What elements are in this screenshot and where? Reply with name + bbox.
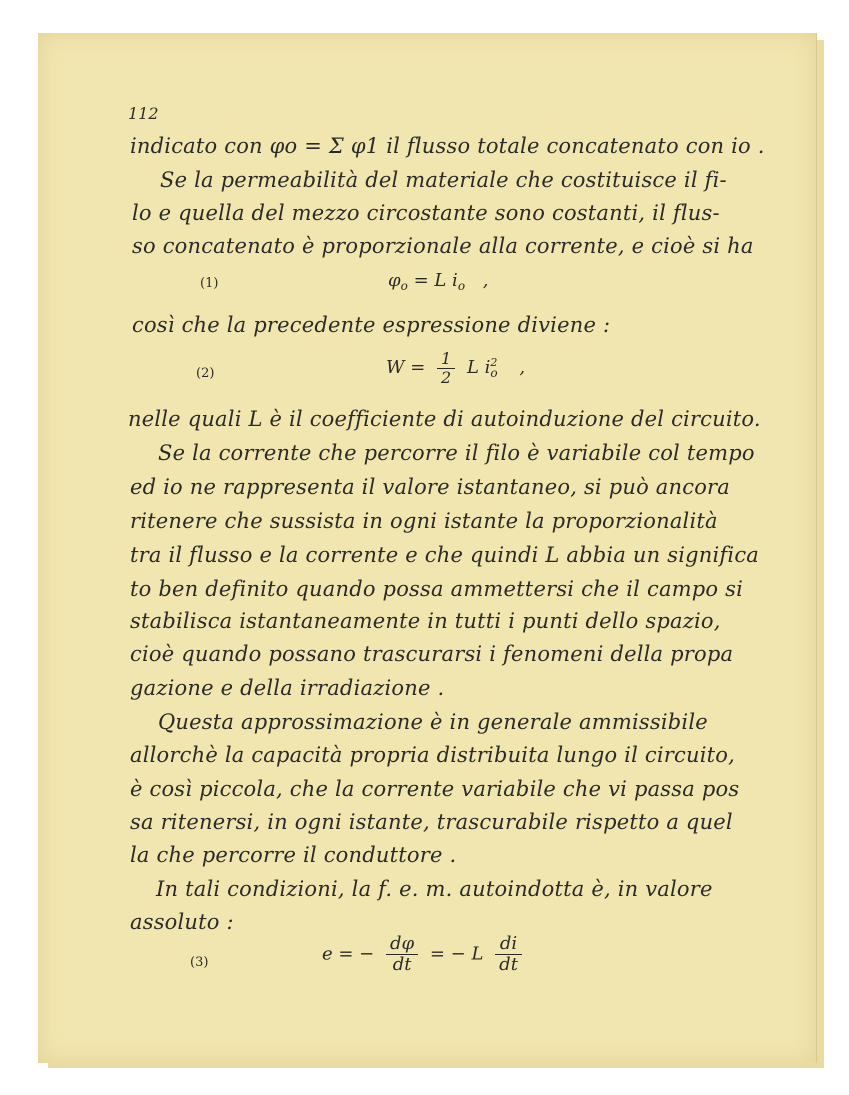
eq1-rhs: = L i	[413, 270, 458, 291]
eq2-fraction	[437, 350, 455, 386]
text-line: sa ritenersi, in ogni istante, trascurabile rispetto a quel	[130, 810, 733, 834]
eq3-lhs: e = −	[322, 943, 375, 965]
eq3-frac2-den: dt	[499, 953, 518, 975]
eq2-tail: ,	[519, 357, 526, 379]
eq2-frac-den: 2	[441, 367, 452, 387]
text-line: Se la permeabilità del materiale che costituisce il fi-	[160, 168, 727, 192]
eq3-frac2-num: di	[495, 934, 522, 955]
text-line: cioè quando possano trascurarsi i fenomeni della propa	[130, 642, 734, 666]
text-line: è così piccola, che la corrente variabile che vi passa pos	[130, 777, 740, 801]
equation-number: (1)	[200, 276, 219, 291]
text-line: indicato con φo = Σ φ1 il flusso totale concatenato con io .	[130, 134, 765, 158]
text-line: ritenere che sussista in ogni istante la proporzionalità	[130, 509, 718, 533]
eq2-rhs: L i	[466, 357, 491, 379]
eq3-mid: = − L	[429, 943, 484, 965]
text-line: assoluto :	[130, 910, 234, 934]
eq2-rhs-sub: o	[490, 366, 498, 381]
text-line: Se la corrente che percorre il filo è variabile col tempo	[158, 441, 755, 465]
text-line: stabilisca istantaneamente in tutti i punti dello spazio,	[130, 609, 721, 633]
page-number: 112	[128, 104, 159, 123]
text-line: In tali condizioni, la f. e. m. autoindotta è, in valore	[156, 877, 713, 901]
eq2-rhs-sup: 2	[490, 356, 498, 370]
text-line: to ben definito quando possa ammettersi che il campo si	[130, 577, 744, 601]
eq1-tail: ,	[482, 270, 489, 291]
eq1-lhs: φ	[388, 270, 401, 291]
equation-1	[388, 270, 489, 293]
equation-number: (2)	[196, 366, 215, 381]
text-line: gazione e della irradiazione .	[130, 676, 445, 700]
equation-3	[322, 934, 528, 975]
text-line: tra il flusso e la corrente e che quindi L abbia un significa	[130, 543, 760, 567]
eq3-frac1-num: dφ	[386, 934, 418, 955]
eq3-fraction-1	[386, 934, 418, 975]
text-line: ed io ne rappresenta il valore istantaneo, si può ancora	[130, 475, 731, 499]
text-line: la che percorre il conduttore .	[130, 843, 457, 867]
eq2-frac-num: 1	[437, 350, 455, 369]
text-line: Questa approssimazione è in generale ammissibile	[158, 710, 708, 734]
equation-number: (3)	[190, 955, 209, 970]
eq2-lhs: W =	[386, 357, 426, 379]
equation-2	[386, 350, 525, 386]
eq3-fraction-2	[495, 934, 522, 975]
text-line: nelle quali L è il coefficiente di autoinduzione del circuito.	[128, 407, 761, 431]
text-line: lo e quella del mezzo circostante sono costanti, il flus-	[132, 201, 720, 225]
text-line: so concatenato è proporzionale alla corrente, e cioè si ha	[132, 234, 754, 258]
eq1-lhs-sub: o	[400, 279, 408, 293]
text-line: allorchè la capacità propria distribuita lungo il circuito,	[130, 743, 735, 767]
eq1-rhs-sub: o	[457, 279, 466, 293]
text-line: così che la precedente espressione diviene :	[132, 313, 611, 337]
eq3-frac1-den: dt	[392, 953, 412, 975]
